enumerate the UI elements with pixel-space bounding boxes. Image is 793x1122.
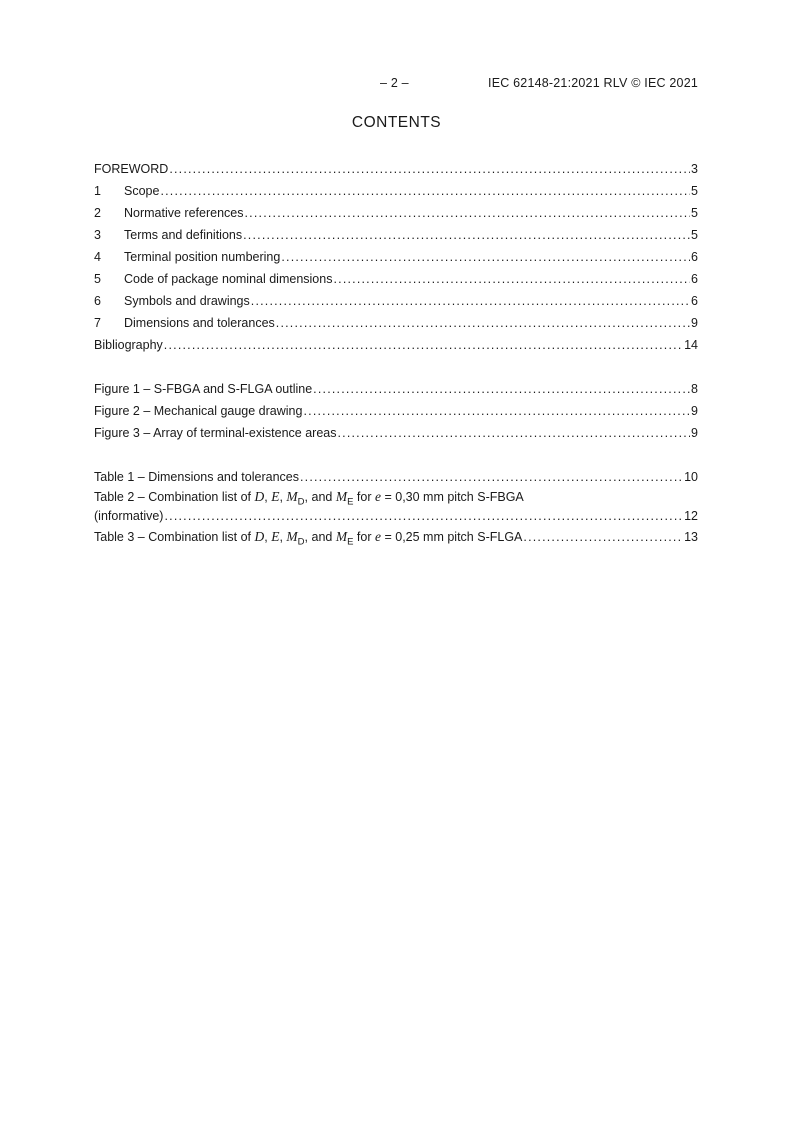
- toc-entry-page: 6: [691, 250, 698, 264]
- leader-dots: [245, 202, 691, 224]
- toc-entry-page: 5: [691, 206, 698, 220]
- leader-dots: [169, 158, 690, 180]
- toc-entry-continuation: [94, 506, 698, 526]
- leader-dots: [281, 246, 690, 268]
- toc-entry-label: Code of package nominal dimensions: [124, 272, 333, 286]
- toc-entry-label: FOREWORD: [94, 162, 169, 176]
- toc-entry-label: Terms and definitions: [124, 228, 243, 242]
- toc-entry-bibliography[interactable]: [94, 334, 698, 356]
- toc-entry-page: 9: [691, 426, 698, 440]
- leader-dots: [337, 422, 690, 444]
- toc-entry-figure-1[interactable]: [94, 378, 698, 400]
- toc-entry-table-2[interactable]: [94, 488, 698, 526]
- toc-entry-label-line2: (informative): [94, 509, 164, 523]
- toc-entry-label: Table 2 – Combination list of D, E, $M_D$, and $M_E$ for e = 0,30 mm pitch S-FBGA: [94, 489, 524, 508]
- toc-entry-table-3[interactable]: [94, 526, 698, 548]
- toc-entry-label: Figure 1 – S-FBGA and S-FLGA outline: [94, 382, 313, 396]
- toc-entry-number: 3: [94, 228, 101, 242]
- leader-dots: [523, 526, 683, 548]
- toc-entry-label: Table 3 – Combination list of D, E, $M_D$, and $M_E$ for e = 0,25 mm pitch S-FLGA: [94, 529, 523, 548]
- toc-entry-foreword[interactable]: [94, 158, 698, 180]
- toc-entry-clause-2[interactable]: [94, 202, 698, 224]
- leader-dots: [160, 180, 690, 202]
- toc-entry-page: 6: [691, 272, 698, 286]
- toc-entry-number: 7: [94, 316, 101, 330]
- toc-entry-page: 8: [691, 382, 698, 396]
- toc-entry-page: 6: [691, 294, 698, 308]
- leader-dots: [300, 466, 683, 488]
- toc-entry-clause-4[interactable]: [94, 246, 698, 268]
- toc-entry-label: Normative references: [124, 206, 244, 220]
- toc-entry-page: 3: [691, 162, 698, 176]
- page-header: [380, 76, 698, 90]
- toc-entry-page: 9: [691, 404, 698, 418]
- leader-dots: [303, 400, 690, 422]
- toc-entry-label: Terminal position numbering: [124, 250, 281, 264]
- toc-entry-clause-5[interactable]: [94, 268, 698, 290]
- page-number: – 2 –: [380, 76, 409, 90]
- toc-entry-number: 1: [94, 184, 101, 198]
- contents-title: CONTENTS: [351, 114, 442, 131]
- toc-entry-number: 2: [94, 206, 101, 220]
- toc-entry-number: 4: [94, 250, 101, 264]
- toc-entry-label: Bibliography: [94, 338, 163, 352]
- toc-entry-label: Figure 3 – Array of terminal-existence areas: [94, 426, 337, 440]
- section-spacer: [94, 444, 698, 466]
- toc-entry-clause-6[interactable]: [94, 290, 698, 312]
- table-of-contents: [94, 158, 698, 548]
- leader-dots: [164, 334, 683, 356]
- leader-dots: [313, 378, 690, 400]
- toc-entry-label: Scope: [124, 184, 160, 198]
- toc-entry-label: Figure 2 – Mechanical gauge drawing: [94, 404, 303, 418]
- toc-entry-table-1[interactable]: [94, 466, 698, 488]
- leader-dots: [333, 268, 690, 290]
- toc-entry-figure-3[interactable]: [94, 422, 698, 444]
- toc-entry-label: Symbols and drawings: [124, 294, 250, 308]
- section-spacer: [94, 356, 698, 378]
- toc-entry-page: 10: [684, 470, 698, 484]
- toc-entry-page: 14: [684, 338, 698, 352]
- toc-entry-number: 5: [94, 272, 101, 286]
- toc-entry-clause-1[interactable]: [94, 180, 698, 202]
- toc-entry-number: 6: [94, 294, 101, 308]
- toc-entry-label: Dimensions and tolerances: [124, 316, 275, 330]
- toc-entry-label: Table 1 – Dimensions and tolerances: [94, 470, 299, 484]
- document-id: IEC 62148-21:2021 RLV © IEC 2021: [488, 76, 698, 90]
- toc-entry-page: 5: [691, 228, 698, 242]
- leader-dots: [276, 312, 690, 334]
- toc-entry-page: 9: [691, 316, 698, 330]
- toc-entry-clause-7[interactable]: [94, 312, 698, 334]
- toc-entry-clause-3[interactable]: [94, 224, 698, 246]
- leader-dots: [164, 506, 683, 526]
- toc-entry-page: 12: [684, 509, 698, 523]
- toc-entry-page: 13: [684, 530, 698, 544]
- leader-dots: [251, 290, 690, 312]
- toc-entry-page: 5: [691, 184, 698, 198]
- toc-entry-figure-2[interactable]: [94, 400, 698, 422]
- leader-dots: [243, 224, 690, 246]
